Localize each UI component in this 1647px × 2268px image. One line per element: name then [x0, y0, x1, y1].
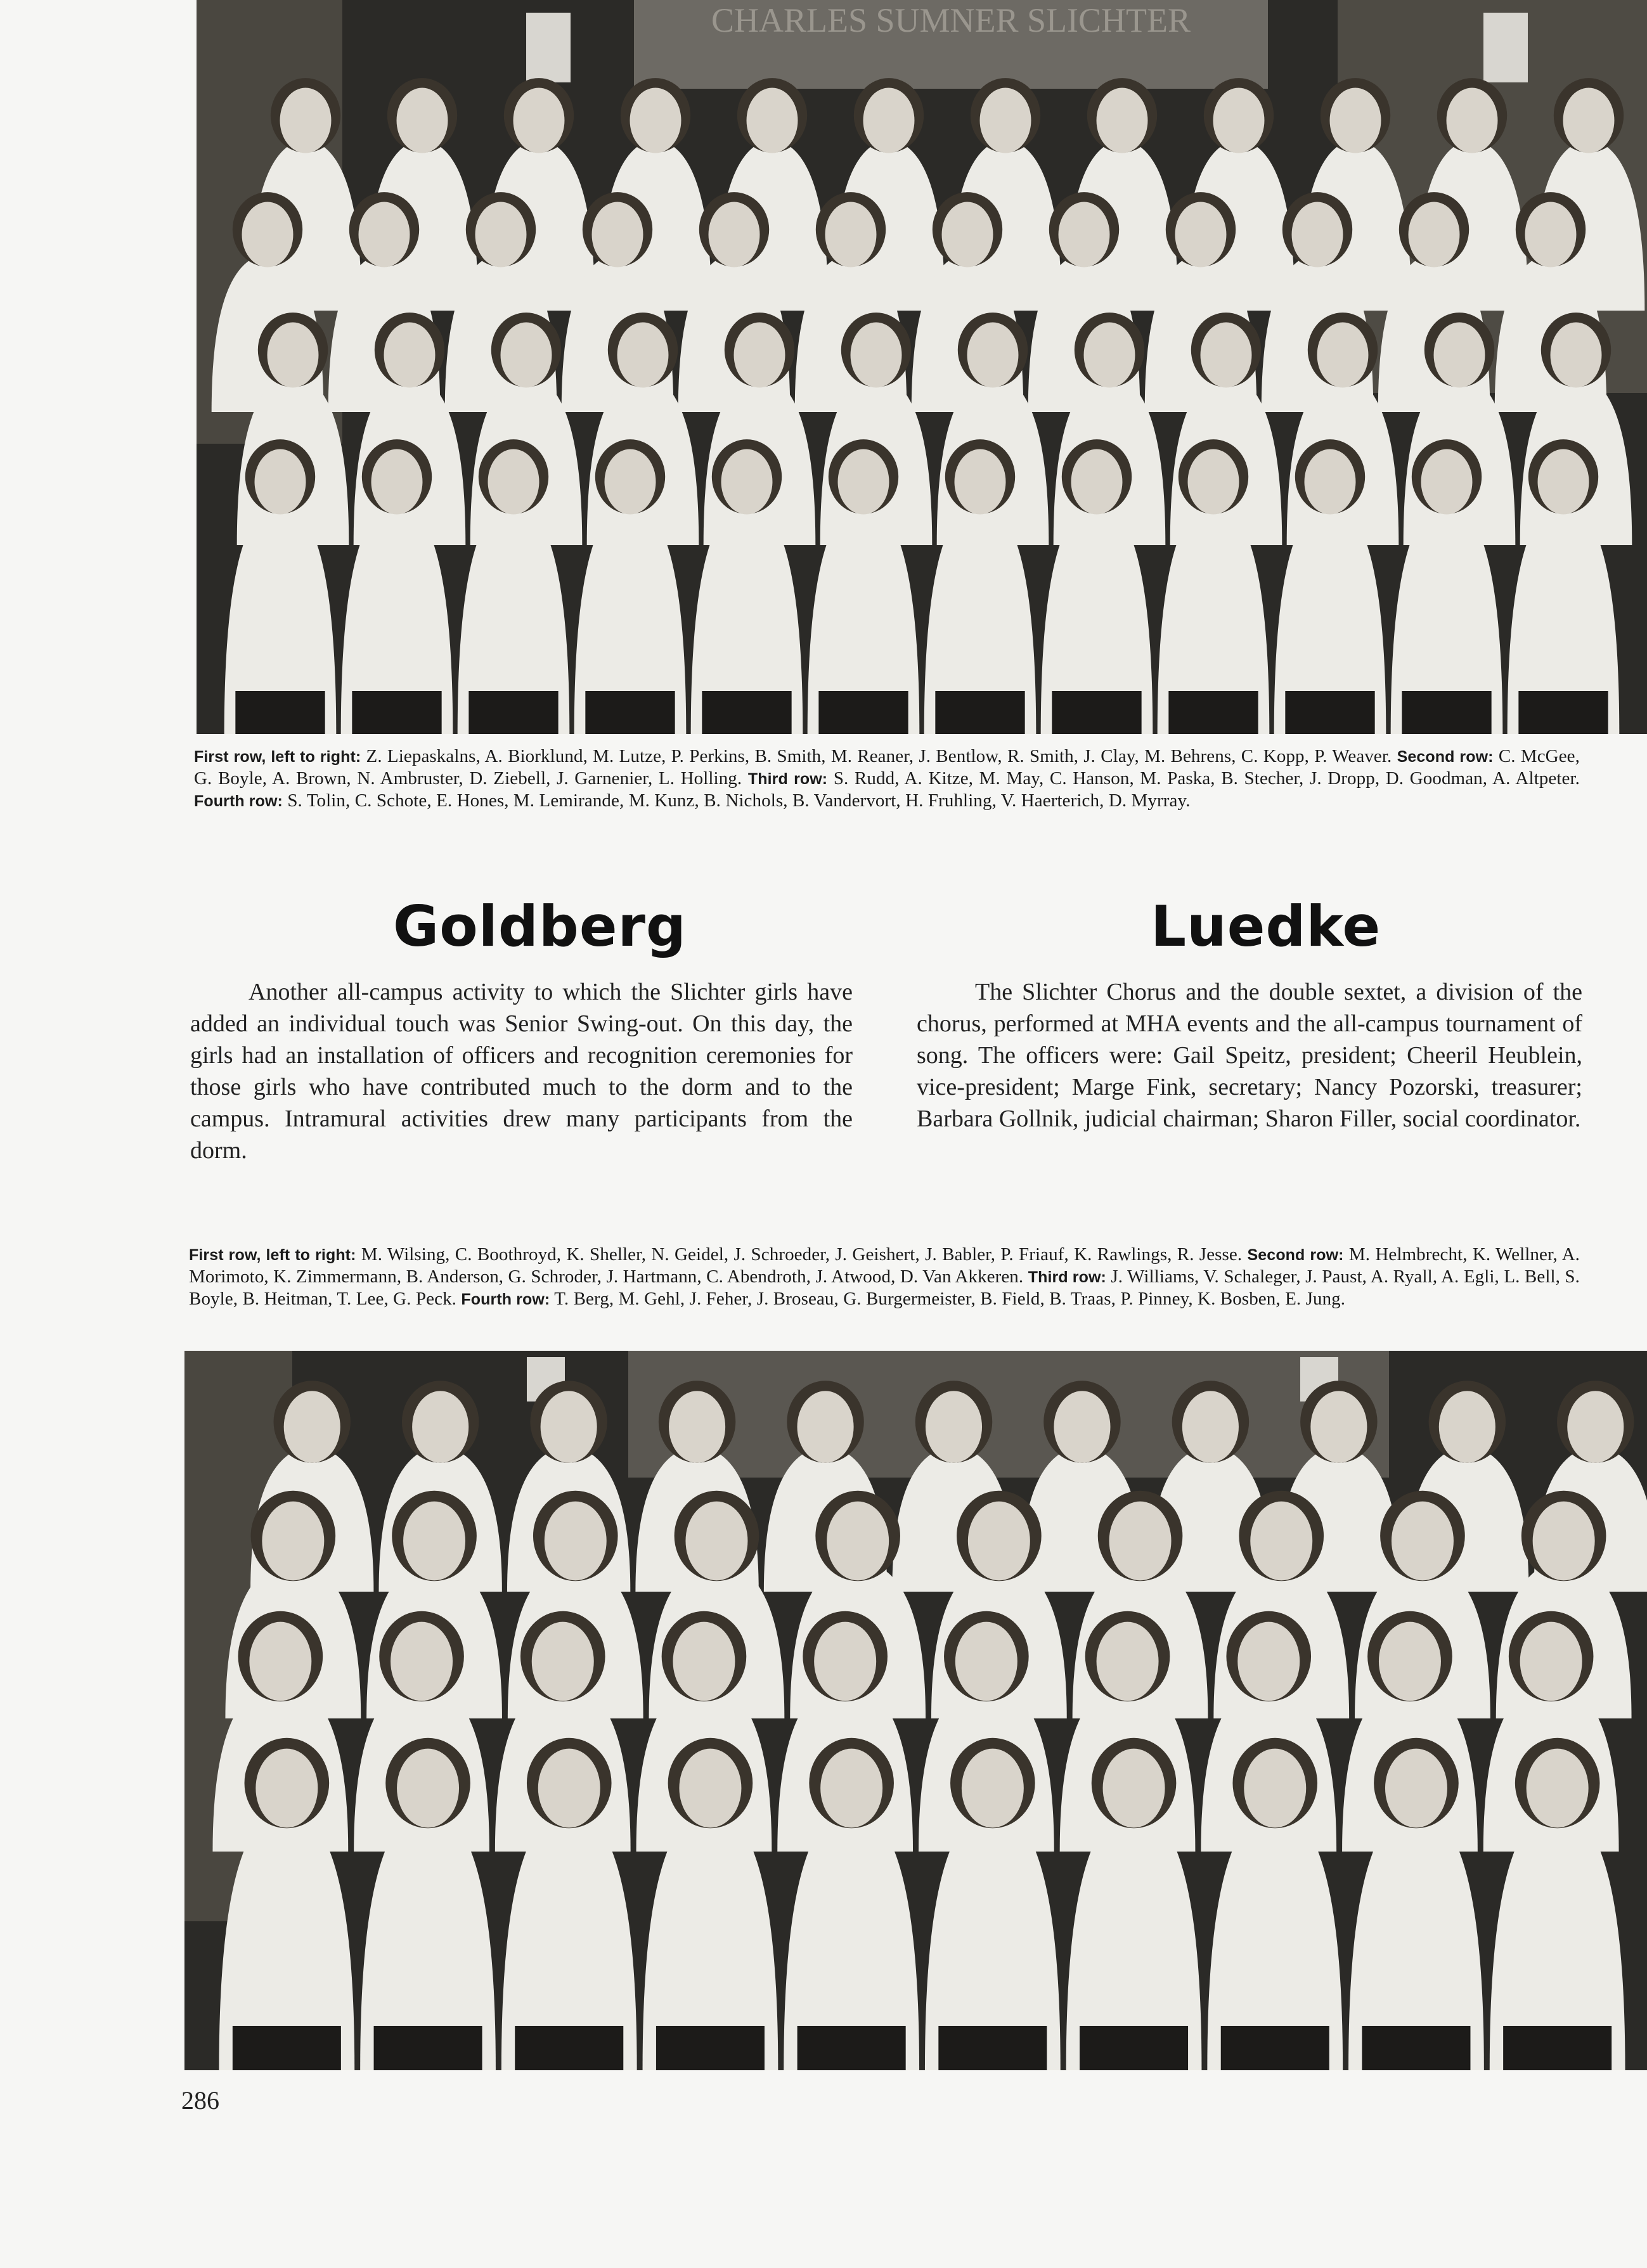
person-face [541, 1391, 597, 1462]
person-face [384, 322, 436, 387]
person-face [1097, 1622, 1159, 1701]
paragraph-luedke: The Slichter Chorus and the double sextet, a division of the chorus, performed at MHA events and the all-campus tournament of song. The officers were: Gail Speitz, president; Cheeril Heublein, vice-president; Marge Fink, secretary; Nancy Pozorski, treasurer; Barbara Gollnik, judicial chairman; Sharon Filler, social coordinator. [917, 979, 1582, 1132]
person-face [403, 1502, 465, 1581]
person-face [1317, 322, 1369, 387]
person-face [284, 1391, 340, 1462]
group-photo-top-image [197, 0, 1647, 734]
person-face [955, 1622, 1017, 1701]
person-face [630, 87, 681, 153]
person-face [1071, 449, 1123, 514]
person-face [1439, 1391, 1495, 1462]
person-face [669, 1391, 725, 1462]
person-face [513, 87, 565, 153]
person-face [967, 322, 1019, 387]
caption-label: Second row: [1397, 748, 1494, 766]
section-heading-luedke: Luedke [1151, 894, 1381, 959]
person-face [980, 87, 1031, 153]
person-face [926, 1391, 982, 1462]
caption-label: Second row: [1247, 1246, 1344, 1264]
person-face [391, 1622, 453, 1701]
caption-names: S. Rudd, A. Kitze, M. May, C. Hanson, M. Paska, B. Stecher, J. Dropp, D. Goodman, A. Altpeter. [833, 768, 1580, 789]
person-face [1538, 449, 1589, 514]
person-face [1213, 87, 1265, 153]
person-face [371, 449, 423, 514]
person-face [820, 1749, 882, 1828]
person-face [412, 1391, 468, 1462]
person-face [545, 1502, 607, 1581]
person-face [1434, 322, 1485, 387]
person-face [397, 1749, 459, 1828]
person-face [1379, 1622, 1441, 1701]
person-face [679, 1749, 741, 1828]
person-face [1385, 1749, 1447, 1828]
person-face [1305, 449, 1356, 514]
person-face [1330, 87, 1381, 153]
person-face [249, 1622, 311, 1701]
person-face [255, 449, 306, 514]
person-face [1520, 1622, 1582, 1701]
person-face [955, 449, 1006, 514]
person-face [1310, 1391, 1367, 1462]
building-sign: CHARLES SUMNER SLICHTER [711, 1, 1191, 39]
person-face [838, 449, 889, 514]
caption-label: Third row: [1028, 1268, 1106, 1286]
person-face [262, 1502, 324, 1581]
paragraph-goldberg: Another all-campus activity to which the Slichter girls have added an individual touch was Senior Swing-out. On this day, the girls had an installation of officers and recognition ceremonies for those girls who have contributed much to the dorm and to the campus. Intramural activities drew many participants from the dorm. [190, 979, 853, 1164]
caption-label: Fourth row: [194, 792, 283, 810]
person-face [1392, 1502, 1454, 1581]
person-face [798, 1391, 854, 1462]
person-face [1527, 1749, 1589, 1828]
person-face [673, 1622, 735, 1701]
caption-names: Z. Liepaskalns, A. Biorklund, M. Lutze, P. Perkins, B. Smith, M. Reaner, J. Bentlow, R. Smith, J. Clay, M. Behrens, C. Kopp, P. Weaver. [366, 746, 1392, 766]
section-heading-goldberg: Goldberg [393, 894, 687, 959]
caption-label: First row, left to right: [189, 1246, 356, 1264]
person-face [747, 87, 798, 153]
person-face [1109, 1502, 1172, 1581]
caption-label: Fourth row: [461, 1291, 550, 1308]
group-photo-bottom [184, 1351, 1647, 2070]
person-face [825, 202, 877, 267]
caption-names: C. McGee, G. Boyle, A. Brown, N. Ambruster, D. Ziebell, J. Garnenier, L. Holling. [194, 746, 1580, 789]
group-photo-top [197, 0, 1647, 734]
person-face [605, 449, 656, 514]
person-face [1084, 322, 1135, 387]
person-face [280, 87, 332, 153]
caption-label: Third row: [747, 770, 828, 788]
person-face [1054, 1391, 1110, 1462]
person-face [1237, 1622, 1300, 1701]
photo-caption-top [194, 745, 1580, 812]
person-face [962, 1749, 1024, 1828]
person-face [1059, 202, 1110, 267]
person-face [617, 322, 669, 387]
caption-names: M. Helmbrecht, K. Wellner, A. Morimoto, K. Zimmermann, B. Anderson, G. Schroder, J. Hartmann, C. Abendroth, J. Atwood, D. Van Akkeren. [189, 1244, 1580, 1287]
person-face [1567, 1391, 1624, 1462]
person-face [1188, 449, 1239, 514]
group-photo-bottom-image [184, 1351, 1647, 2070]
person-face [1182, 1391, 1239, 1462]
person-face [501, 322, 552, 387]
caption-label: First row, left to right: [194, 748, 361, 766]
caption-names: S. Tolin, C. Schote, E. Hones, M. Lemirande, M. Kunz, B. Nichols, B. Vandervort, H. Fruhling, V. Haerterich, D. Myrray. [287, 790, 1191, 811]
person-face [538, 1749, 600, 1828]
person-face [734, 322, 785, 387]
person-face [827, 1502, 889, 1581]
person-face [685, 1502, 747, 1581]
person-face [1447, 87, 1498, 153]
person-face [255, 1749, 318, 1828]
person-face [359, 202, 410, 267]
person-face [814, 1622, 876, 1701]
person-face [242, 202, 294, 267]
person-face [1097, 87, 1148, 153]
person-face [851, 322, 902, 387]
caption-names: T. Berg, M. Gehl, J. Feher, J. Broseau, G. Burgermeister, B. Field, B. Traas, P. Pinney, K. Bosben, E. Jung. [554, 1289, 1346, 1309]
person-face [268, 322, 319, 387]
person-face [397, 87, 448, 153]
person-face [721, 449, 773, 514]
person-face [968, 1502, 1030, 1581]
person-face [532, 1622, 594, 1701]
person-face [1563, 87, 1615, 153]
person-face [1533, 1502, 1595, 1581]
person-face [475, 202, 527, 267]
person-face [1250, 1502, 1312, 1581]
person-face [488, 449, 539, 514]
person-face [709, 202, 760, 267]
photo-caption-bottom [189, 1244, 1580, 1310]
person-face [1201, 322, 1252, 387]
caption-names: M. Wilsing, C. Boothroyd, K. Sheller, N. Geidel, J. Schroeder, J. Geishert, J. Babler, P. Friauf, K. Rawlings, R. Jesse. [361, 1244, 1243, 1265]
person-face [1525, 202, 1577, 267]
person-face [1409, 202, 1460, 267]
person-face [1244, 1749, 1306, 1828]
person-face [592, 202, 643, 267]
caption-names: J. Williams, V. Schaleger, J. Paust, A. Ryall, A. Egli, L. Bell, S. Boyle, B. Heitman, T. Lee, G. Peck. [189, 1266, 1580, 1309]
person-face [1103, 1749, 1165, 1828]
person-face [1551, 322, 1602, 387]
person-face [942, 202, 993, 267]
person-face [1421, 449, 1473, 514]
person-face [863, 87, 915, 153]
page-number: 286 [181, 2086, 219, 2115]
person-face [1175, 202, 1227, 267]
person-face [1292, 202, 1343, 267]
